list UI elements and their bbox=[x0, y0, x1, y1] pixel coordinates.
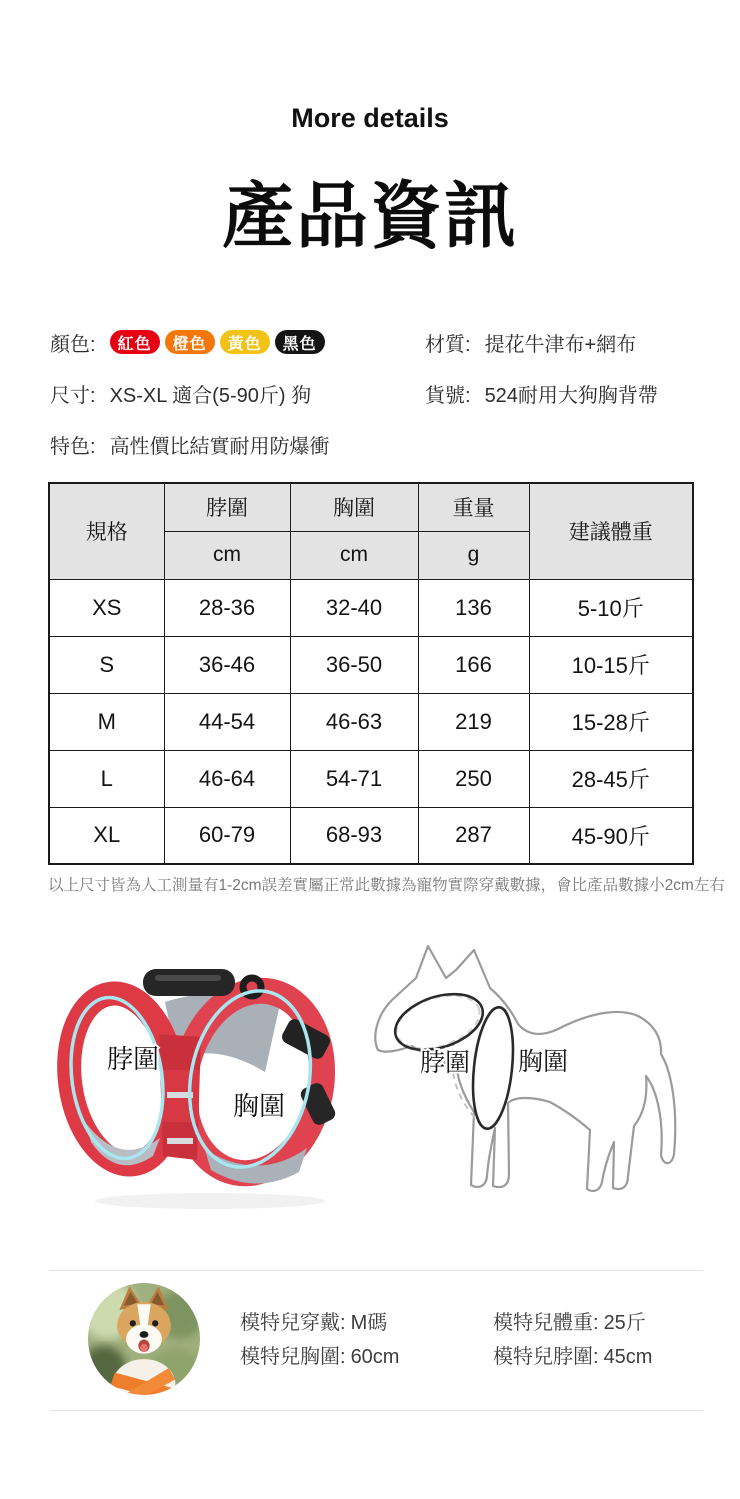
harness-reflective-strip bbox=[167, 1138, 193, 1144]
size-table-header-row bbox=[49, 483, 693, 531]
cell-chest: 54-71 bbox=[290, 750, 418, 807]
cell-chest: 32-40 bbox=[290, 579, 418, 636]
attr-row-sku bbox=[425, 378, 658, 408]
table-row-xl bbox=[49, 807, 693, 864]
color-swatches bbox=[110, 330, 325, 354]
material-value: 提花牛津布+網布 bbox=[484, 333, 637, 356]
model-info-right bbox=[493, 1306, 652, 1374]
size-value: XS-XL 適合(5-90斤) 狗 bbox=[109, 384, 312, 407]
size-label: 尺寸: bbox=[50, 384, 96, 407]
model-chest-line bbox=[240, 1340, 399, 1374]
unit-weight: g bbox=[418, 531, 529, 579]
color-label: 顏色: bbox=[50, 333, 96, 356]
model-wear-line bbox=[240, 1306, 399, 1340]
model-chest-value: 60cm bbox=[350, 1346, 400, 1368]
color-swatch-orange: 橙色 bbox=[165, 330, 215, 354]
attr-row-color bbox=[50, 327, 325, 357]
dog-chest-label: 胸圍 bbox=[518, 1048, 569, 1076]
size-table bbox=[48, 482, 694, 865]
cell-weight: 287 bbox=[418, 807, 529, 864]
unit-chest: cm bbox=[290, 531, 418, 579]
harness-photo bbox=[55, 942, 385, 1217]
unit-neck: cm bbox=[164, 531, 290, 579]
model-weight-line bbox=[493, 1306, 652, 1340]
feature-value: 高性價比結實耐用防爆衝 bbox=[109, 435, 330, 458]
section-subtitle: More details bbox=[291, 103, 449, 133]
cell-weight: 136 bbox=[418, 579, 529, 636]
harness-handle bbox=[143, 969, 235, 996]
harness-shadow bbox=[95, 1193, 325, 1209]
model-info-left bbox=[240, 1306, 399, 1374]
cell-weight: 219 bbox=[418, 693, 529, 750]
model-wear-label: 模特兒穿戴: bbox=[240, 1312, 346, 1334]
cell-suggest: 10-15斤 bbox=[529, 636, 693, 693]
table-row-s bbox=[49, 636, 693, 693]
cell-chest: 36-50 bbox=[290, 636, 418, 693]
table-row-m bbox=[49, 693, 693, 750]
table-row-l bbox=[49, 750, 693, 807]
footer-divider-bottom bbox=[50, 1410, 703, 1411]
cell-chest: 46-63 bbox=[290, 693, 418, 750]
corgi-photo-illustration bbox=[88, 1283, 200, 1395]
cell-neck: 36-46 bbox=[164, 636, 290, 693]
col-header-suggest: 建議體重 bbox=[529, 483, 693, 579]
cell-suggest: 45-90斤 bbox=[529, 807, 693, 864]
cell-neck: 28-36 bbox=[164, 579, 290, 636]
model-wear-value: M碼 bbox=[350, 1312, 388, 1334]
model-neck-line bbox=[493, 1340, 652, 1374]
cell-spec: S bbox=[49, 636, 164, 693]
attr-row-size bbox=[50, 378, 311, 408]
cell-spec: XS bbox=[49, 579, 164, 636]
col-header-neck: 脖圍 bbox=[164, 483, 290, 531]
col-header-spec: 規格 bbox=[49, 483, 164, 579]
cell-spec: M bbox=[49, 693, 164, 750]
feature-label: 特色: bbox=[50, 435, 96, 458]
cell-chest: 68-93 bbox=[290, 807, 418, 864]
model-chest-label: 模特兒胸圍: bbox=[240, 1346, 346, 1368]
material-label: 材質: bbox=[425, 333, 471, 356]
cell-neck: 60-79 bbox=[164, 807, 290, 864]
sku-value: 524耐用大狗胸背帶 bbox=[484, 384, 658, 407]
model-neck-label: 模特兒脖圍: bbox=[493, 1346, 599, 1368]
attr-row-material bbox=[425, 327, 636, 357]
cell-weight: 250 bbox=[418, 750, 529, 807]
dog-neck-label: 脖圍 bbox=[420, 1049, 471, 1077]
cell-weight: 166 bbox=[418, 636, 529, 693]
harness-chest-label: 胸圍 bbox=[233, 1091, 286, 1121]
cell-neck: 46-64 bbox=[164, 750, 290, 807]
cell-suggest: 28-45斤 bbox=[529, 750, 693, 807]
cell-spec: L bbox=[49, 750, 164, 807]
model-dog-photo bbox=[88, 1283, 200, 1395]
color-swatch-yellow: 黃色 bbox=[220, 330, 270, 354]
footer-divider-top bbox=[50, 1270, 703, 1271]
page-title: 產品資訊 bbox=[221, 177, 518, 257]
cell-suggest: 15-28斤 bbox=[529, 693, 693, 750]
model-neck-value: 45cm bbox=[603, 1346, 653, 1368]
cell-suggest: 5-10斤 bbox=[529, 579, 693, 636]
cell-spec: XL bbox=[49, 807, 164, 864]
col-header-chest: 胸圍 bbox=[290, 483, 418, 531]
harness-handle-grip bbox=[155, 975, 221, 981]
table-row-xs bbox=[49, 579, 693, 636]
cell-neck: 44-54 bbox=[164, 693, 290, 750]
model-weight-label: 模特兒體重: bbox=[493, 1312, 599, 1334]
dog-measurement-diagram bbox=[358, 920, 698, 1222]
color-swatch-red: 紅色 bbox=[110, 330, 160, 354]
sku-label: 貨號: bbox=[425, 384, 471, 407]
measurement-note: 以上尺寸皆為人工測量有1-2cm誤差實屬正常此數據為寵物實際穿戴數據，會比產品數據小2cm左右 bbox=[48, 877, 725, 894]
attr-row-feature bbox=[50, 429, 330, 459]
harness-neck-label: 脖圍 bbox=[107, 1044, 160, 1074]
col-header-weight: 重量 bbox=[418, 483, 529, 531]
model-weight-value: 25斤 bbox=[603, 1312, 646, 1334]
color-swatch-black: 黑色 bbox=[275, 330, 325, 354]
